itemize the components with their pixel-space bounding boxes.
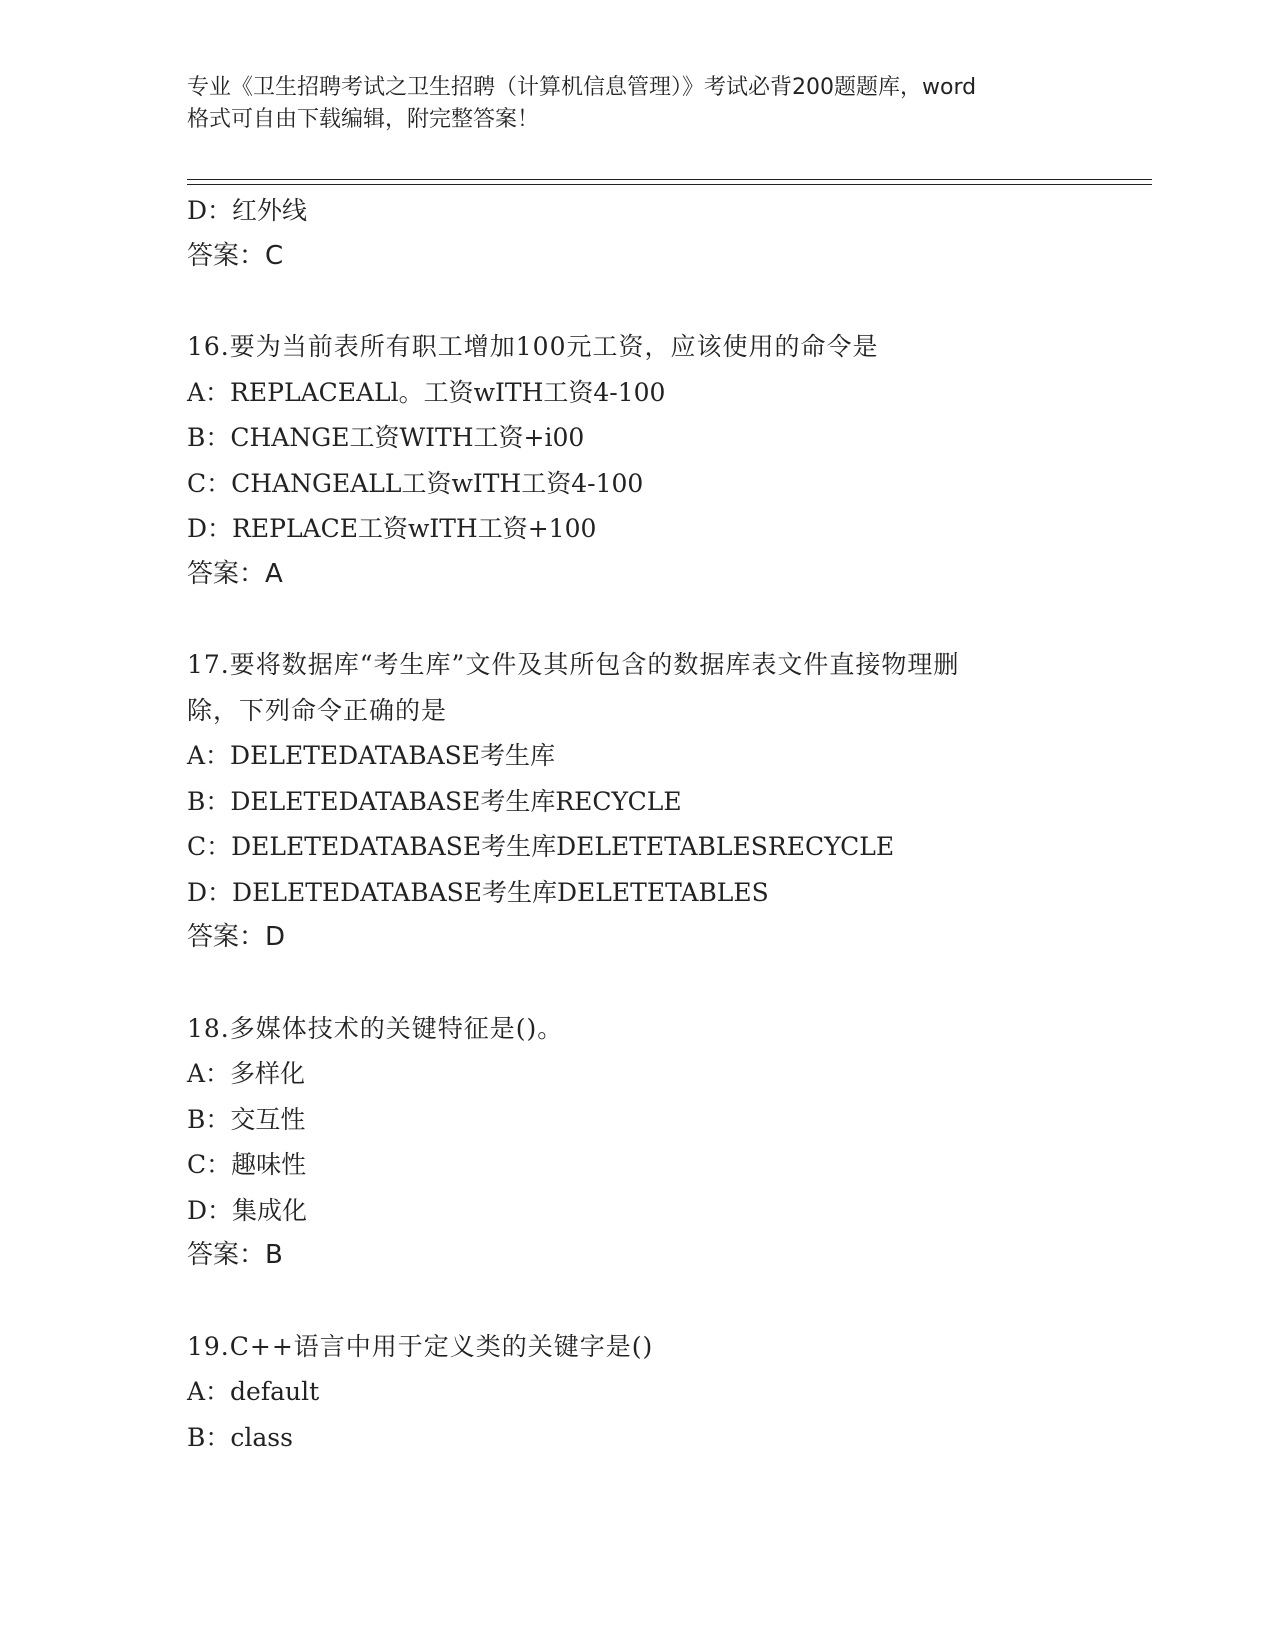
question-block-17 [187, 642, 1127, 961]
question-list [187, 188, 1127, 1460]
answer-line: 答案：B [187, 1240, 283, 1270]
question-block-prev [187, 188, 1127, 279]
question-title: 18.多媒体技术的关键特征是()。 [187, 1013, 564, 1043]
spacer [187, 961, 1127, 1006]
question-title-line-1: 17.要将数据库“考生库”文件及其所包含的数据库表文件直接物理删 [187, 650, 960, 679]
spacer [187, 1279, 1127, 1324]
option-b: B：class [187, 1422, 293, 1452]
option-c: C：CHANGEALL工资wITH工资4-100 [187, 468, 644, 498]
option-d: D：集成化 [187, 1195, 308, 1225]
option-a: A：多样化 [187, 1059, 306, 1088]
question-block-18 [187, 1006, 1127, 1279]
option-a: A：DELETEDATABASE考生库 [187, 741, 556, 770]
option-c: C：趣味性 [187, 1150, 307, 1179]
answer-line: 答案：C [187, 240, 284, 271]
answer-line: 答案：D [187, 922, 286, 952]
option-d: D：REPLACE工资wITH工资+100 [187, 514, 597, 543]
header-title-line-1: 专业《卫生招聘考试之卫生招聘（计算机信息管理）》考试必背200题题库，word [187, 75, 977, 100]
question-block-16 [187, 324, 1127, 597]
option-d: D：红外线 [187, 196, 308, 225]
answer-line: 答案：A [187, 558, 283, 589]
option-a: A：default [187, 1377, 320, 1406]
option-b: B：CHANGE工资WITH工资+i00 [187, 423, 585, 452]
question-title: 16.要为当前表所有职工增加100元工资，应该使用的命令是 [187, 332, 879, 361]
spacer [187, 279, 1127, 324]
option-d: D：DELETEDATABASE考生库DELETETABLES [187, 877, 769, 907]
question-block-19 [187, 1324, 1127, 1461]
question-title: 19.C++语言中用于定义类的关键字是() [187, 1331, 654, 1361]
option-b: B：交互性 [187, 1104, 306, 1134]
question-title-line-2: 除，下列命令正确的是 [187, 695, 448, 725]
option-c: C：DELETEDATABASE考生库DELETETABLESRECYCLE [187, 832, 895, 861]
header-divider-top [187, 179, 1152, 180]
spacer [187, 597, 1127, 642]
document-header [187, 72, 1087, 136]
option-a: A：REPLACEALl。工资wITH工资4-100 [187, 377, 666, 407]
header-title-line-2: 格式可自由下载编辑，附完整答案！ [187, 107, 540, 132]
header-divider-bottom [187, 184, 1152, 185]
option-b: B：DELETEDATABASE考生库RECYCLE [187, 786, 682, 816]
